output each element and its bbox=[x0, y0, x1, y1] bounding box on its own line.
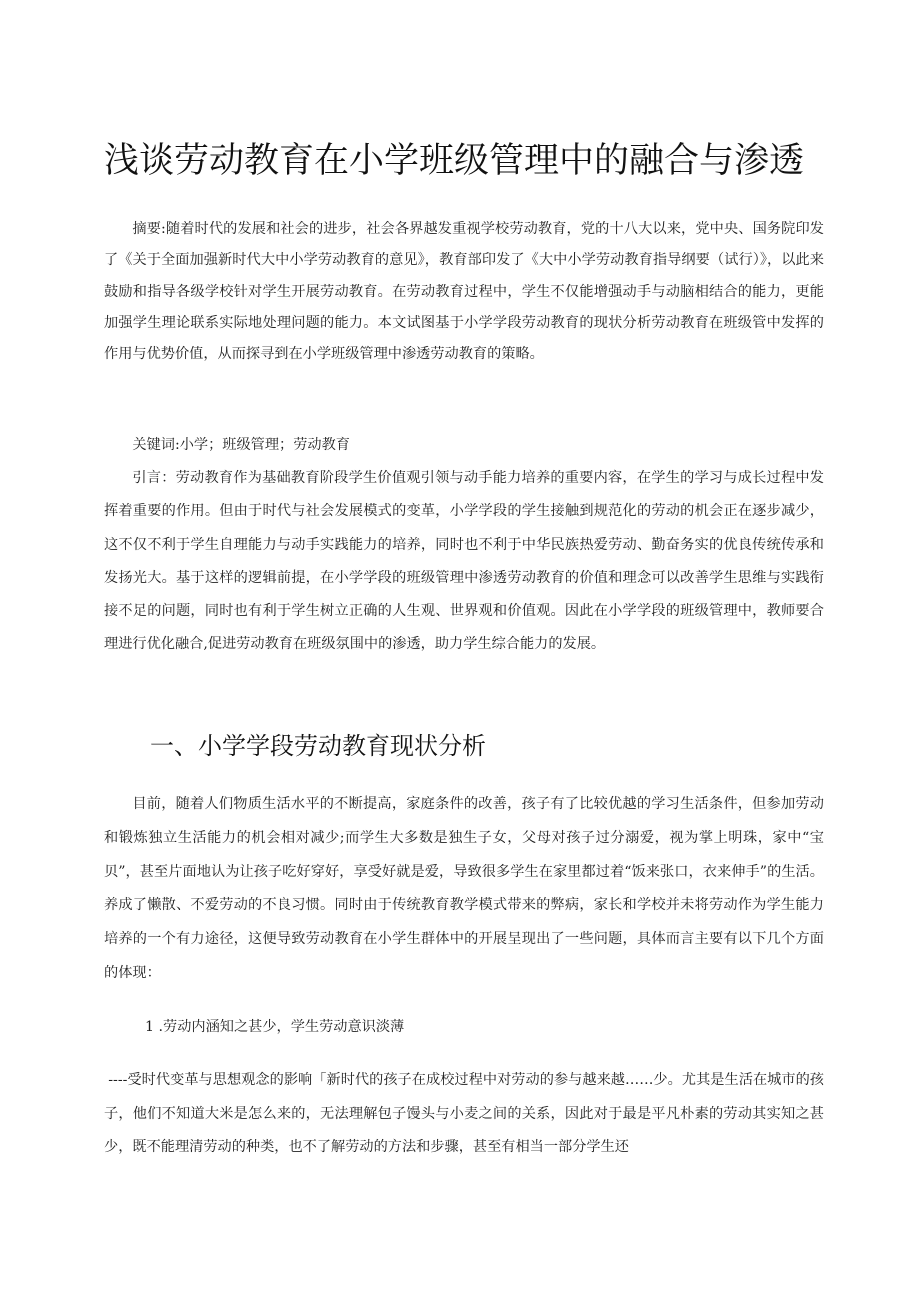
subsection-heading: 1 .劳动内涵知之甚少，学生劳动意识淡薄 bbox=[145, 1019, 405, 1035]
intro-paragraph: 引言：劳动教育作为基础教育阶段学生价值观引领与动手能力培养的重要内容，在学生的学习与成长过程中发挥着重要的作用。但由于时代与社会发展模式的变革，小学学段的学生接触到规范化的劳动的机会正在逐步减少，这不仅不利于学生自理能力与动手实践能力的培养，同时也不利于中华民族热爱劳动、勤奋务实的优良传统传承和发扬光大。基于这样的逻辑前提，在小学学段的班级管理中渗透劳动教育的价值和理念可以改善学生思维与实践衔接不足的问题，同时也有利于学生树立正确的人生观、世界观和价值观。因此在小学学段的班级管理中，教师要合理进行优化融合,促进劳动教育在班级氛围中的渗透，助力学生综合能力的发展。 bbox=[104, 470, 824, 653]
section-heading: 一、小学学段劳动教育现状分析 bbox=[150, 732, 486, 760]
keywords-line: 关键词:小学；班级管理；劳动教育 bbox=[132, 437, 350, 453]
document-title: 浅谈劳动教育在小学班级管理中的融合与渗透 bbox=[104, 141, 805, 181]
abstract-paragraph: 摘要:随着时代的发展和社会的进步，社会各界越发重视学校劳动教育，党的十八大以来，党中央、国务院印发了《关于全面加强新时代大中小学劳动教育的意见》，教育部印发了《大中小学劳动教育指导纲要（试行）》，以此来鼓励和指导各级学校针对学生开展劳动教育。在劳动教育过程中，学生不仅能增强动手与动脑相结合的能力，更能加强学生理论联系实际地处理问题的能力。本文试图基于小学学段劳动教育的现状分析劳动教育在班级管中发挥的作用与优势价值，从而探寻到在小学班级管理中渗透劳动教育的策略。 bbox=[104, 221, 824, 363]
subsection-body-paragraph: ----受时代变革与思想观念的影响「新时代的孩子在成校过程中对劳动的参与越来越……少。尤其是生活在城市的孩子，他们不知道大米是怎么来的，无法理解包子馒头与小麦之间的关系，因此对于最是平凡朴素的劳动其实知之甚少，既不能理清劳动的种类，也不了解劳动的方法和步骤，甚至有相当一部分学生还 bbox=[104, 1072, 824, 1155]
section-body-paragraph: 目前，随着人们物质生活水平的不断提高，家庭条件的改善，孩子有了比较优越的学习生活条件，但参加劳动和锻炼独立生活能力的机会相对减少;而学生大多数是独生子女，父母对孩子过分溺爱，视为掌上明珠，家中“宝贝”，甚至片面地认为让孩子吃好穿好，享受好就是爱，导致很多学生在家里都过着“饭来张口，衣来伸手”的生活。养成了懒散、不爱劳动的不良习惯。同时由于传统教育教学模式带来的弊病，家长和学校并未将劳动作为学生能力培养的一个有力途径，这便导致劳动教育在小学生群体中的开展呈现出了一些问题，具体而言主要有以下几个方面的体现： bbox=[104, 796, 824, 981]
